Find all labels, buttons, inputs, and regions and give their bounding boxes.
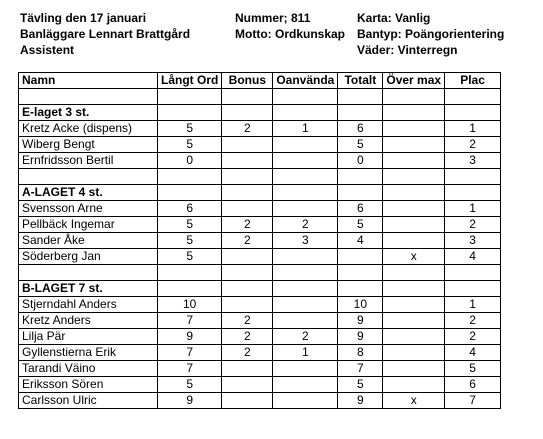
bonus-cell[interactable]: 2 <box>222 313 273 329</box>
total-cell[interactable]: 9 <box>338 329 383 345</box>
total-cell[interactable] <box>338 249 383 265</box>
table-row <box>19 345 501 361</box>
empty-cell[interactable] <box>383 265 445 281</box>
unused-cell[interactable] <box>273 361 338 377</box>
empty-cell[interactable] <box>383 281 445 297</box>
assistant[interactable]: Assistent <box>20 43 75 57</box>
column-header-bonus[interactable]: Bonus <box>222 73 273 89</box>
long-word-cell[interactable]: 7 <box>158 361 222 377</box>
bonus-cell[interactable] <box>222 297 273 313</box>
name-cell[interactable]: Tarandi Väino <box>19 361 158 377</box>
table-row <box>19 249 501 265</box>
group-title-row <box>19 281 501 297</box>
course-setter[interactable]: Banläggare Lennart Brattgård <box>20 27 191 41</box>
empty-cell[interactable] <box>338 185 383 201</box>
long-word-cell[interactable]: 9 <box>158 329 222 345</box>
empty-cell[interactable] <box>158 265 222 281</box>
placement-cell[interactable]: 2 <box>445 313 501 329</box>
over-max-cell[interactable] <box>383 233 445 249</box>
table-row <box>19 137 501 153</box>
bonus-cell[interactable] <box>222 137 273 153</box>
empty-cell[interactable] <box>19 265 158 281</box>
spacer-row <box>19 89 501 105</box>
unused-cell[interactable] <box>273 201 338 217</box>
table-row <box>19 121 501 137</box>
empty-cell[interactable] <box>273 265 338 281</box>
spacer-row <box>19 265 501 281</box>
name-cell[interactable]: Kretz Acke (dispens) <box>19 121 158 137</box>
group-title[interactable]: A-LAGET 4 st. <box>19 185 158 201</box>
placement-cell[interactable]: 2 <box>445 137 501 153</box>
long-word-cell[interactable]: 7 <box>158 345 222 361</box>
unused-cell[interactable] <box>273 137 338 153</box>
long-word-cell[interactable]: 5 <box>158 137 222 153</box>
over-max-cell[interactable]: x <box>383 249 445 265</box>
column-header-long-word[interactable]: Långt Ord <box>158 73 222 89</box>
long-word-cell[interactable]: 7 <box>158 313 222 329</box>
group-title[interactable]: E-laget 3 st. <box>19 105 158 121</box>
bonus-cell[interactable]: 2 <box>222 233 273 249</box>
table-row <box>19 329 501 345</box>
placement-cell[interactable]: 4 <box>445 345 501 361</box>
empty-cell[interactable] <box>273 169 338 185</box>
empty-cell[interactable] <box>445 281 501 297</box>
column-header-over-max[interactable]: Över max <box>383 73 445 89</box>
placement-cell[interactable]: 7 <box>445 393 501 409</box>
table-row <box>19 393 501 409</box>
empty-cell[interactable] <box>445 89 501 105</box>
unused-cell[interactable] <box>273 297 338 313</box>
placement-cell[interactable]: 3 <box>445 233 501 249</box>
name-cell[interactable]: Lilja Pär <box>19 329 158 345</box>
over-max-cell[interactable] <box>383 313 445 329</box>
total-cell[interactable]: 0 <box>338 153 383 169</box>
empty-cell[interactable] <box>222 265 273 281</box>
name-cell[interactable]: Svensson Arne <box>19 201 158 217</box>
empty-cell[interactable] <box>158 89 222 105</box>
competition-date[interactable]: Tävling den 17 januari <box>20 11 147 25</box>
over-max-cell[interactable]: x <box>383 393 445 409</box>
empty-cell[interactable] <box>383 89 445 105</box>
total-cell[interactable]: 10 <box>338 297 383 313</box>
column-header-placement[interactable]: Plac <box>445 73 501 89</box>
spacer-row <box>19 169 501 185</box>
bonus-cell[interactable] <box>222 377 273 393</box>
empty-cell[interactable] <box>383 185 445 201</box>
column-header-row <box>19 73 501 89</box>
name-cell[interactable]: Wiberg Bengt <box>19 137 158 153</box>
placement-cell[interactable]: 1 <box>445 121 501 137</box>
empty-cell[interactable] <box>19 169 158 185</box>
total-cell[interactable]: 6 <box>338 121 383 137</box>
placement-cell[interactable]: 2 <box>445 217 501 233</box>
name-cell[interactable]: Kretz Anders <box>19 313 158 329</box>
total-cell[interactable]: 9 <box>338 313 383 329</box>
empty-cell[interactable] <box>158 169 222 185</box>
bonus-cell[interactable]: 2 <box>222 217 273 233</box>
over-max-cell[interactable] <box>383 217 445 233</box>
empty-cell[interactable] <box>445 265 501 281</box>
empty-cell[interactable] <box>158 185 222 201</box>
name-cell[interactable]: Eriksson Sören <box>19 377 158 393</box>
table-row <box>19 361 501 377</box>
group-title-row <box>19 105 501 121</box>
group-title-row <box>19 185 501 201</box>
empty-cell[interactable] <box>383 169 445 185</box>
table-row <box>19 153 501 169</box>
over-max-cell[interactable] <box>383 121 445 137</box>
unused-cell[interactable] <box>273 377 338 393</box>
total-cell[interactable]: 7 <box>338 361 383 377</box>
long-word-cell[interactable]: 6 <box>158 201 222 217</box>
empty-cell[interactable] <box>222 185 273 201</box>
group-title[interactable]: B-LAGET 7 st. <box>19 281 158 297</box>
total-cell[interactable]: 5 <box>338 137 383 153</box>
total-cell[interactable]: 9 <box>338 393 383 409</box>
over-max-cell[interactable] <box>383 201 445 217</box>
name-cell[interactable]: Söderberg Jan <box>19 249 158 265</box>
bonus-cell[interactable] <box>222 201 273 217</box>
empty-cell[interactable] <box>338 89 383 105</box>
bonus-cell[interactable]: 2 <box>222 345 273 361</box>
total-cell[interactable]: 6 <box>338 201 383 217</box>
empty-cell[interactable] <box>338 105 383 121</box>
unused-cell[interactable]: 2 <box>273 329 338 345</box>
bonus-cell[interactable]: 2 <box>222 121 273 137</box>
name-cell[interactable]: Stjerndahl Anders <box>19 297 158 313</box>
total-cell[interactable]: 5 <box>338 217 383 233</box>
long-word-cell[interactable]: 9 <box>158 393 222 409</box>
unused-cell[interactable] <box>273 249 338 265</box>
empty-cell[interactable] <box>222 89 273 105</box>
placement-cell[interactable]: 5 <box>445 361 501 377</box>
unused-cell[interactable]: 1 <box>273 121 338 137</box>
long-word-cell[interactable]: 5 <box>158 249 222 265</box>
over-max-cell[interactable] <box>383 297 445 313</box>
empty-cell[interactable] <box>445 105 501 121</box>
weather[interactable]: Väder: Vinterregn <box>357 43 458 57</box>
over-max-cell[interactable] <box>383 153 445 169</box>
total-cell[interactable]: 4 <box>338 233 383 249</box>
empty-cell[interactable] <box>445 169 501 185</box>
over-max-cell[interactable] <box>383 361 445 377</box>
placement-cell[interactable]: 3 <box>445 153 501 169</box>
long-word-cell[interactable]: 5 <box>158 121 222 137</box>
motto[interactable]: Motto: Ordkunskap <box>235 27 345 41</box>
empty-cell[interactable] <box>338 281 383 297</box>
name-cell[interactable]: Sander Åke <box>19 233 158 249</box>
map-type[interactable]: Karta: Vanlig <box>357 11 431 25</box>
name-cell[interactable]: Ernfridsson Bertil <box>19 153 158 169</box>
table-row <box>19 217 501 233</box>
empty-cell[interactable] <box>445 185 501 201</box>
unused-cell[interactable]: 3 <box>273 233 338 249</box>
long-word-cell[interactable]: 5 <box>158 377 222 393</box>
unused-cell[interactable]: 1 <box>273 345 338 361</box>
bonus-cell[interactable] <box>222 393 273 409</box>
empty-cell[interactable] <box>222 105 273 121</box>
long-word-cell[interactable]: 0 <box>158 153 222 169</box>
long-word-cell[interactable]: 10 <box>158 297 222 313</box>
over-max-cell[interactable] <box>383 137 445 153</box>
unused-cell[interactable] <box>273 153 338 169</box>
results-table <box>18 72 501 409</box>
empty-cell[interactable] <box>158 105 222 121</box>
bonus-cell[interactable] <box>222 249 273 265</box>
placement-cell[interactable]: 1 <box>445 297 501 313</box>
empty-cell[interactable] <box>222 281 273 297</box>
empty-cell[interactable] <box>273 281 338 297</box>
placement-cell[interactable]: 1 <box>445 201 501 217</box>
over-max-cell[interactable] <box>383 329 445 345</box>
total-cell[interactable]: 8 <box>338 345 383 361</box>
table-row <box>19 233 501 249</box>
long-word-cell[interactable]: 5 <box>158 217 222 233</box>
table-row <box>19 297 501 313</box>
empty-cell[interactable] <box>222 169 273 185</box>
empty-cell[interactable] <box>338 265 383 281</box>
column-header-total[interactable]: Totalt <box>338 73 383 89</box>
over-max-cell[interactable] <box>383 377 445 393</box>
empty-cell[interactable] <box>158 281 222 297</box>
empty-cell[interactable] <box>383 105 445 121</box>
course-type[interactable]: Bantyp: Poängorientering <box>357 27 505 41</box>
name-cell[interactable]: Pellbäck Ingemar <box>19 217 158 233</box>
name-cell[interactable]: Carlsson Ulric <box>19 393 158 409</box>
bonus-cell[interactable]: 2 <box>222 329 273 345</box>
empty-cell[interactable] <box>273 105 338 121</box>
unused-cell[interactable]: 2 <box>273 217 338 233</box>
empty-cell[interactable] <box>273 89 338 105</box>
total-cell[interactable]: 5 <box>338 377 383 393</box>
long-word-cell[interactable]: 5 <box>158 233 222 249</box>
empty-cell[interactable] <box>273 185 338 201</box>
competition-number[interactable]: Nummer; 811 <box>235 11 311 25</box>
placement-cell[interactable]: 6 <box>445 377 501 393</box>
table-row <box>19 377 501 393</box>
bonus-cell[interactable] <box>222 361 273 377</box>
empty-cell[interactable] <box>338 169 383 185</box>
bonus-cell[interactable] <box>222 153 273 169</box>
table-row <box>19 313 501 329</box>
unused-cell[interactable] <box>273 313 338 329</box>
column-header-unused[interactable]: Oanvända <box>273 73 338 89</box>
name-cell[interactable]: Gyllenstierna Erik <box>19 345 158 361</box>
over-max-cell[interactable] <box>383 345 445 361</box>
placement-cell[interactable]: 2 <box>445 329 501 345</box>
unused-cell[interactable] <box>273 393 338 409</box>
column-header-name[interactable]: Namn <box>19 73 158 89</box>
placement-cell[interactable]: 4 <box>445 249 501 265</box>
table-row <box>19 201 501 217</box>
empty-cell[interactable] <box>19 89 158 105</box>
